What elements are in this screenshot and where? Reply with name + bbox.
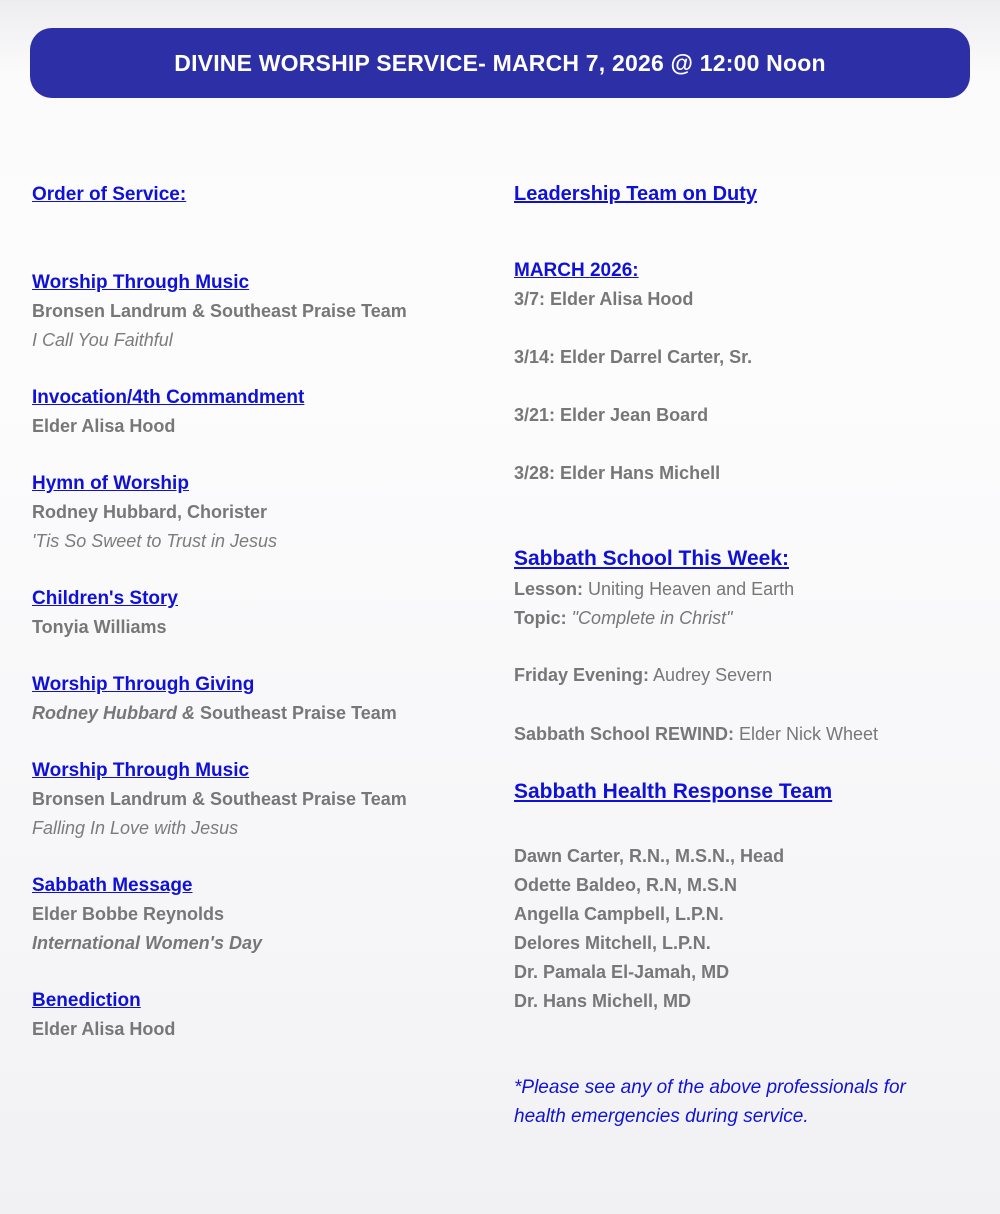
team-member: Dr. Hans Michell, MD — [514, 991, 692, 1011]
service-item-song: I Call You Faithful — [32, 330, 173, 350]
bulletin-body — [0, 180, 1000, 1131]
service-item-theme: International Women's Day — [32, 933, 262, 953]
roster-entry: 3/28: Elder Hans Michell — [514, 463, 721, 483]
service-item-title[interactable]: Invocation/4th Commandment — [32, 387, 305, 408]
leadership-heading-link[interactable]: Leadership Team on Duty — [514, 183, 758, 205]
roster-entry: 3/21: Elder Jean Board — [514, 405, 709, 425]
health-team-heading — [514, 776, 954, 808]
team-member: Dawn Carter, R.N., M.S.N., Head — [514, 846, 785, 866]
team-member: Odette Baldeo, R.N, M.S.N — [514, 875, 738, 895]
service-item-people: Elder Alisa Hood — [32, 416, 176, 436]
order-of-service-heading-link[interactable]: Order of Service: — [32, 184, 187, 205]
health-team-section — [514, 776, 954, 1131]
service-item-people-rest: Southeast Praise Team — [200, 703, 397, 723]
order-of-service-column — [32, 180, 514, 1131]
service-item-title[interactable]: Worship Through Music — [32, 760, 250, 781]
topic-value: "Complete in Christ" — [571, 608, 733, 628]
rewind-line — [514, 720, 954, 749]
sabbath-school-section — [514, 543, 954, 749]
service-item-people-italic: Rodney Hubbard & — [32, 703, 201, 723]
leadership-column — [514, 180, 954, 1131]
rewind-value: Elder Nick Wheet — [739, 724, 879, 744]
service-item-title[interactable]: Hymn of Worship — [32, 473, 189, 494]
friday-evening-line — [514, 661, 954, 690]
roster-entry: 3/14: Elder Darrel Carter, Sr. — [514, 347, 753, 367]
service-item-people: Rodney Hubbard, Chorister — [32, 502, 268, 522]
service-item — [32, 756, 514, 843]
service-item — [32, 584, 514, 642]
service-item-people: Bronsen Landrum & Southeast Praise Team — [32, 789, 407, 809]
service-item — [32, 986, 514, 1044]
service-item — [32, 670, 514, 728]
service-item-people — [32, 699, 514, 728]
lesson-label: Lesson: — [514, 579, 584, 599]
topic-line — [514, 604, 954, 633]
duty-roster — [514, 256, 954, 488]
topic-label: Topic: — [514, 608, 567, 628]
service-item-title[interactable]: Worship Through Giving — [32, 674, 255, 695]
service-item-song: 'Tis So Sweet to Trust in Jesus — [32, 531, 278, 551]
order-of-service-heading — [32, 180, 514, 209]
rewind-label: Sabbath School REWIND: — [514, 724, 734, 744]
service-item — [32, 469, 514, 556]
sabbath-school-heading — [514, 543, 954, 575]
service-item-title[interactable]: Worship Through Music — [32, 272, 250, 293]
service-banner — [30, 28, 970, 98]
team-member: Angella Campbell, L.P.N. — [514, 904, 724, 924]
health-emergency-note: *Please see any of the above professionals for health emergencies during service. — [514, 1077, 906, 1127]
month-heading-link[interactable]: MARCH 2026: — [514, 260, 639, 281]
friday-evening-value: Audrey Severn — [653, 665, 773, 685]
sabbath-school-heading-link[interactable]: Sabbath School This Week: — [514, 547, 789, 570]
month-heading — [514, 256, 954, 285]
service-item-title[interactable]: Sabbath Message — [32, 875, 193, 896]
service-item-people: Elder Bobbe Reynolds — [32, 904, 225, 924]
leadership-heading — [514, 180, 954, 209]
service-item — [32, 268, 514, 355]
service-item-people: Bronsen Landrum & Southeast Praise Team — [32, 301, 407, 321]
service-item — [32, 871, 514, 958]
lesson-value: Uniting Heaven and Earth — [588, 579, 795, 599]
team-member: Dr. Pamala El-Jamah, MD — [514, 962, 730, 982]
team-member: Delores Mitchell, L.P.N. — [514, 933, 711, 953]
service-item-title[interactable]: Children's Story — [32, 588, 178, 609]
banner-title: DIVINE WORSHIP SERVICE- MARCH 7, 2026 @ 12:00 Noon — [174, 49, 826, 76]
service-item-people: Elder Alisa Hood — [32, 1019, 176, 1039]
health-team-heading-link[interactable]: Sabbath Health Response Team — [514, 780, 833, 803]
roster-entry: 3/7: Elder Alisa Hood — [514, 289, 694, 309]
service-item — [32, 383, 514, 441]
lesson-line — [514, 575, 954, 604]
health-team-list — [514, 842, 954, 1016]
service-item-title[interactable]: Benediction — [32, 990, 141, 1011]
friday-evening-label: Friday Evening: — [514, 665, 650, 685]
service-item-people: Tonyia Williams — [32, 617, 167, 637]
service-item-song: Falling In Love with Jesus — [32, 818, 239, 838]
